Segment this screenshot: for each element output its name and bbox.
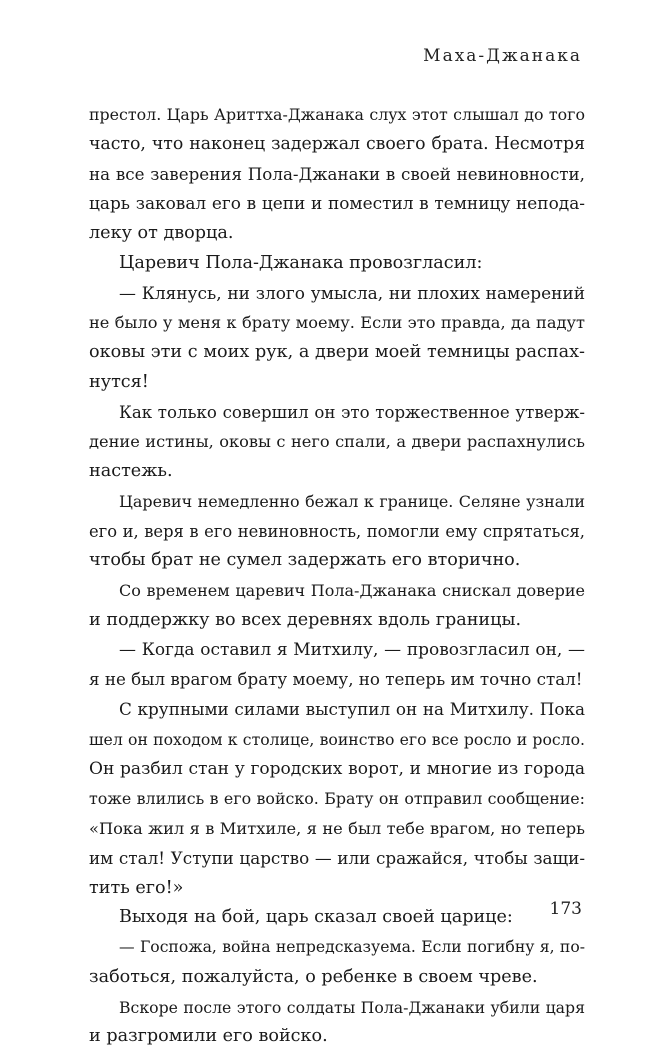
text-line: шел он походом к столице, воинство его все росло и росло. [89,729,585,749]
text-line: настежь. [89,461,173,481]
text-line: С крупными силами выступил он на Митхилу. Пока [119,699,585,719]
text-line: Вскоре после этого солдаты Пола-Джанаки убили царя [119,997,585,1017]
text-line: им стал! Уступи царство — или сражайся, чтобы защи- [89,847,585,868]
text-line: чтобы брат не сумел задержать его вторично. [89,550,521,571]
text-line: — Когда оставил я Митхилу, — провозгласил он, — [119,639,585,660]
text-line: и разгромили его войско. [89,1026,328,1047]
text-line: Как только совершил он это торжественное утверж- [119,402,585,422]
text-block [89,100,585,1052]
text-line: заботься, пожалуйста, о ребенке в своем чреве. [89,966,538,987]
text-line: тоже влились в его войско. Брату он отправил сообщение: [89,789,585,809]
text-line: я не был врагом брату моему, но теперь им точно стал! [89,670,583,690]
text-line: леку от дворца. [89,223,234,243]
text-line: Он разбил стан у городских ворот, и многие из города [89,758,585,779]
page-number: 173 [549,899,582,919]
text-line: Выходя на бой, царь сказал своей царице: [119,907,513,928]
text-line: — Госпожа, война непредсказуема. Если погибну я, по- [119,938,585,956]
text-line: Со временем царевич Пола-Джанака снискал доверие [119,581,585,600]
running-head: Маха-Джанака [423,46,582,66]
text-line: престол. Царь Ариттха-Джанака слух этот слышал до того [89,105,585,124]
text-line: тить его!» [89,877,184,898]
text-line: и поддержку во всех деревнях вдоль границы. [89,609,522,630]
text-line: «Пока жил я в Митхиле, я не был тебе врагом, но теперь [89,819,585,838]
text-line: на все заверения Пола-Джанаки в своей невиновности, [89,163,585,184]
text-line: Царевич немедленно бежал к границе. Селяне узнали [119,491,585,511]
text-line: не было у меня к брату моему. Если это правда, да падут [89,313,585,333]
text-line: дение истины, оковы с него спали, а двери распахнулись [89,432,585,452]
text-line: оковы эти с моих рук, а двери моей темницы распах- [89,342,585,362]
text-line: — Клянусь, ни злого умысла, ни плохих намерений [119,282,585,303]
text-line: его и, веря в его невиновность, помогли ему спрятаться, [89,521,585,541]
text-line: Царевич Пола-Джанака провозгласил: [119,252,483,273]
text-line: часто, что наконец задержал своего брата. Несмотря [89,133,585,154]
text-line: царь заковал его в цепи и поместил в темницу непода- [89,193,585,214]
text-line: нутся! [89,371,149,392]
